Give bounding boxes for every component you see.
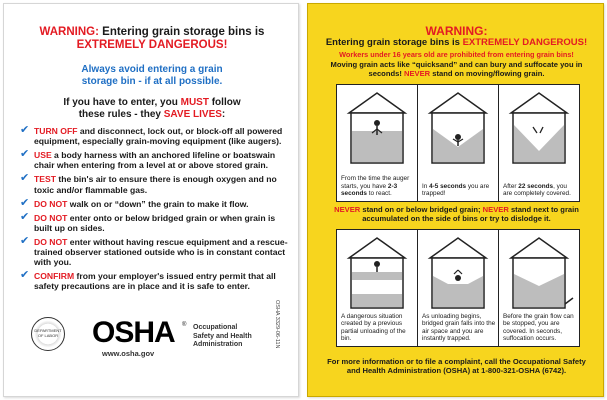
- rule-keyword: CONFIRM: [34, 271, 75, 282]
- rule-text: enter onto or below bridged grain or when grain is built up on sides.: [34, 212, 276, 233]
- never-a: stand on or below bridged grain;: [360, 205, 483, 214]
- rules-intro: [4, 97, 300, 121]
- right-sub-a: Entering grain storage bins is: [325, 37, 463, 48]
- rules-must: MUST: [180, 97, 209, 108]
- panel-caption: [341, 175, 415, 198]
- rule-item: [20, 126, 292, 146]
- rule-keyword: DO NOT: [34, 198, 68, 209]
- rules-colon: :: [221, 109, 226, 120]
- rule-item: [20, 234, 292, 268]
- check-icon: ✔: [20, 210, 30, 223]
- right-warning-sub: [308, 37, 605, 48]
- illustration-panel: [418, 230, 499, 346]
- right-safety-card: [307, 3, 604, 397]
- panel-caption: [422, 183, 496, 198]
- avoid-line2: storage bin - if at all possible.: [81, 76, 223, 87]
- right-warning-heading: WARNING:: [425, 24, 488, 38]
- bridged-grain-note: [318, 205, 595, 223]
- osha-name-line2: Safety and Health: [193, 332, 252, 340]
- rule-keyword: USE: [34, 150, 52, 161]
- illustration-panel: [499, 85, 579, 201]
- grain-bin-bridged-icon: [341, 234, 413, 310]
- rule-text: walk on or “down” the grain to make it flow.: [67, 198, 249, 209]
- osha-full-name: [193, 324, 252, 350]
- never-1: NEVER: [334, 205, 361, 214]
- osha-name-line1: Occupational: [193, 324, 238, 331]
- left-safety-card: [3, 3, 299, 397]
- rule-item: [20, 174, 292, 194]
- grain-bin-suffocation-icon: [503, 234, 575, 310]
- contact-footer: For more information or to file a complaint, call the Occupational Safety and Health Administration (OSHA) at 1-800-321-OSHA (6742).: [327, 357, 586, 375]
- check-icon: ✔: [20, 148, 30, 161]
- rule-keyword: TEST: [34, 174, 56, 185]
- caption-c: you are trapped!: [422, 182, 490, 198]
- rule-text: enter without having rescue equipment and a rescue-trained observer stationed outside who is in constant contact with you.: [34, 236, 288, 268]
- rule-text: a body harness with an anchored lifeline or boatswain chair when entering from a level at or above stored grain.: [34, 150, 276, 171]
- caption-b: 22 seconds: [518, 182, 554, 190]
- rule-item: [20, 210, 292, 233]
- caption-c: , you are completely covered.: [503, 182, 571, 198]
- quicksand-never: NEVER: [403, 69, 431, 78]
- rule-item: [20, 196, 292, 209]
- rule-item: [20, 150, 292, 170]
- osha-name-line3: Administration: [193, 341, 243, 348]
- warning-line1: Entering grain storage bins is: [98, 26, 265, 38]
- rule-text: from your employer's issued entry permit that all safety precautions are in place and it is safe to enter.: [34, 271, 276, 292]
- never-b: stand next to grain accumulated on the side of bins or try to dislodge it.: [362, 205, 579, 223]
- check-icon: ✔: [20, 196, 30, 209]
- check-icon: ✔: [20, 234, 30, 247]
- rule-text: the bin's air to ensure there is enough oxygen and no toxic and/or flammable gas.: [34, 174, 277, 195]
- warning-prefix: WARNING:: [39, 26, 99, 38]
- right-sub-b: EXTREMELY DANGEROUS!: [462, 37, 588, 48]
- rule-item: [20, 271, 292, 291]
- quicksand-b: stand on moving/flowing grain.: [430, 69, 545, 78]
- grain-bin-trapped-icon: [422, 89, 494, 165]
- check-icon: ✔: [20, 172, 30, 185]
- osha-logo: OSHA: [92, 316, 175, 349]
- seal-text: DEPARTMENT OF LABOR: [34, 328, 62, 338]
- caption-b: 4-5 seconds: [429, 182, 467, 190]
- rules-intro-c: these rules - they: [78, 109, 164, 120]
- rule-text: and disconnect, lock out, or block-off all powered equipment, especially grain-moving equipment (like augers).: [34, 126, 283, 147]
- age-prohibition-note: Workers under 16 years old are prohibited from entering grain bins!: [339, 50, 574, 59]
- illustration-panel: [499, 230, 579, 346]
- caption-c: to react.: [366, 190, 392, 198]
- rule-keyword: TURN OFF: [34, 126, 78, 136]
- rules-intro-a: If you have to enter, you: [63, 97, 181, 108]
- rule-keyword: DO NOT: [34, 236, 68, 247]
- osha-registered-mark: ®: [182, 322, 187, 328]
- grain-bin-collapse-icon: [422, 234, 494, 310]
- panel-caption: [503, 183, 577, 198]
- osha-website: www.osha.gov: [102, 349, 155, 358]
- safety-rules-list: [20, 126, 292, 295]
- bridged-grain-illustrations: [336, 229, 580, 347]
- panel-caption: A dangerous situation created by a previous partial unloading of the bin.: [341, 312, 406, 343]
- caption-b: 2-3 seconds: [341, 182, 398, 198]
- rules-intro-b: follow: [208, 97, 241, 108]
- illustration-panel: [418, 85, 499, 201]
- flowing-grain-illustrations: [336, 84, 580, 202]
- avoid-line1: Always avoid entering a grain: [81, 64, 223, 75]
- check-icon: ✔: [20, 269, 30, 282]
- grain-bin-auger-start-icon: [341, 89, 413, 165]
- rules-save-lives: SAVE LIVES: [163, 109, 222, 120]
- left-warning-heading: [4, 26, 300, 52]
- caption-a: From the time the auger starts, you have: [341, 175, 410, 190]
- quicksand-note: [322, 60, 591, 78]
- grain-bin-covered-icon: [503, 89, 575, 165]
- caption-a: After: [503, 182, 519, 190]
- quicksand-a: Moving grain acts like “quicksand” and can bury and suffocate you in seconds!: [330, 60, 583, 78]
- caption-a: In: [422, 182, 430, 190]
- check-icon: ✔: [20, 124, 30, 136]
- illustration-panel: [337, 230, 418, 346]
- never-2: NEVER: [482, 205, 509, 214]
- warning-line2: EXTREMELY DANGEROUS!: [76, 39, 228, 51]
- rule-keyword: DO NOT: [34, 212, 68, 223]
- panel-caption: Before the grain flow can be stopped, you are covered. In seconds, suffocation occurs.: [503, 312, 574, 343]
- panel-caption: As unloading begins, bridged grain falls into the air space and you are instantly trapped.: [422, 312, 496, 343]
- publication-code: OSHA 3329-06-11N: [274, 300, 280, 349]
- avoid-entering-note: [4, 64, 300, 88]
- illustration-panel: [337, 85, 418, 201]
